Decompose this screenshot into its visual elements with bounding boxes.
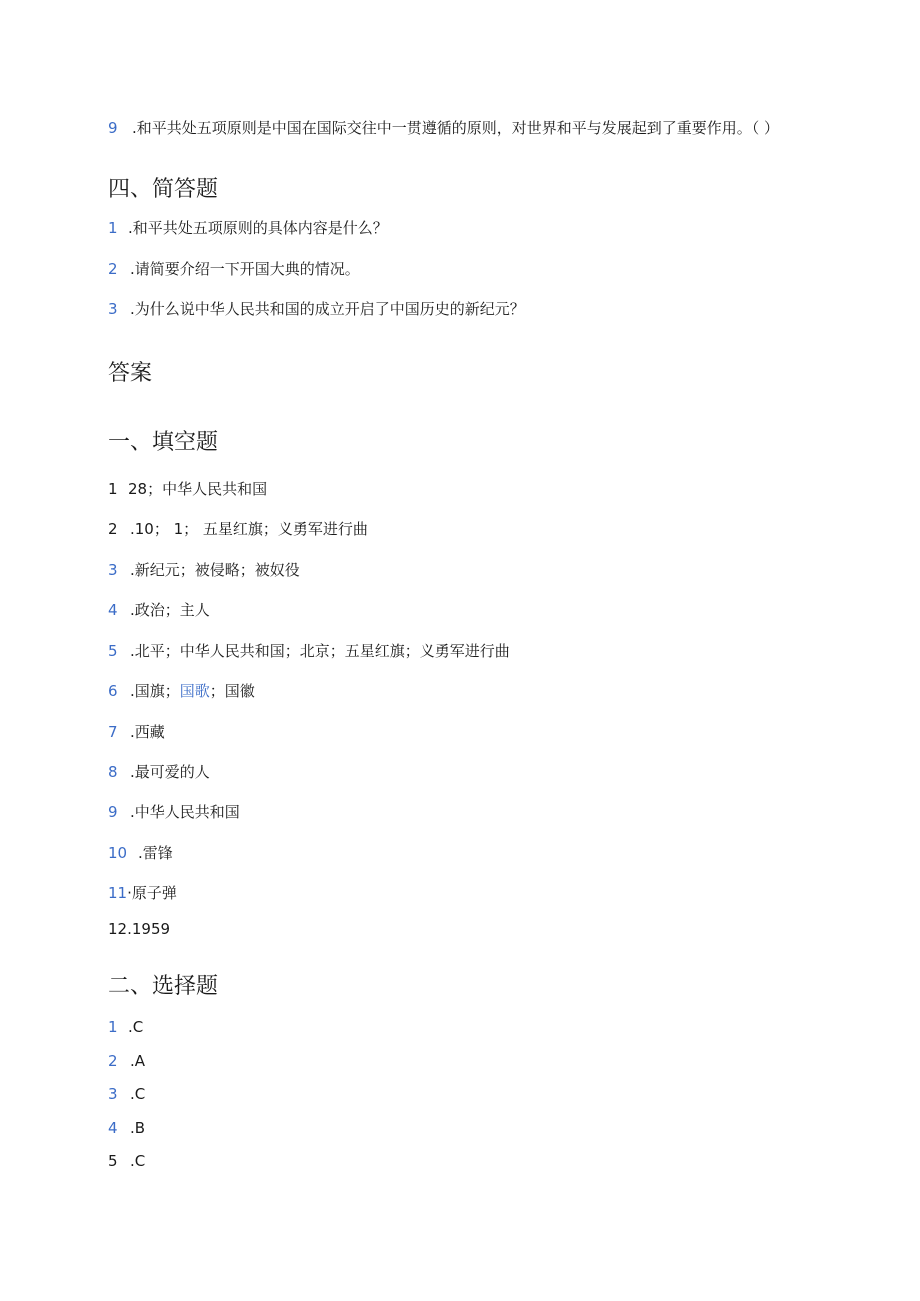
- fill-answer-item: [108, 641, 510, 661]
- item-text: .1959: [127, 920, 171, 938]
- item-text: .和平共处五项原则是中国在国际交往中一贯遵循的原则，对世界和平与发展起到了重要作用。（ ）: [132, 119, 780, 137]
- item-text: .雷锋: [138, 844, 173, 862]
- item-text-part: .国旗；: [130, 682, 180, 700]
- item-number: 3: [108, 561, 118, 579]
- item-number: 10: [108, 844, 128, 862]
- item-text: .新纪元；被侵略；被奴役: [130, 561, 300, 579]
- short-answer-item: [108, 299, 525, 319]
- item-text: .为什么说中华人民共和国的成立开启了中国历史的新纪元？: [130, 300, 525, 318]
- item-text-part: ；国徽: [209, 682, 255, 700]
- item-text: .C: [128, 1018, 144, 1036]
- fill-answer-item: [108, 681, 255, 701]
- fill-answer-item: [108, 762, 210, 782]
- item-number: 1: [108, 219, 118, 237]
- choice-answer-item: [108, 1151, 145, 1171]
- item-number: 12: [108, 920, 128, 938]
- section-heading-fill: 一、填空题: [108, 430, 219, 455]
- item-number: 3: [108, 1085, 118, 1103]
- item-number: 1: [108, 1018, 118, 1036]
- fill-answer-item: [108, 479, 267, 499]
- item-text: .10； 1； 五星红旗；义勇军进行曲: [130, 520, 368, 538]
- fill-answer-item: [108, 519, 368, 539]
- short-answer-item: [108, 218, 388, 238]
- item-number: 11: [108, 884, 128, 902]
- item-number: 3: [108, 300, 118, 318]
- item-text-part: 国歌: [179, 682, 210, 700]
- item-number: 2: [108, 260, 118, 278]
- item-text: ·原子弹: [127, 884, 177, 902]
- item-number: 2: [108, 520, 118, 538]
- item-text: 28；中华人民共和国: [128, 480, 268, 498]
- item-text: .和平共处五项原则的具体内容是什么？: [128, 219, 388, 237]
- item-number: 4: [108, 601, 118, 619]
- item-number: 8: [108, 763, 118, 781]
- item-text: .政治；主人: [130, 601, 210, 619]
- fill-answer-item: [108, 919, 170, 939]
- item-text: .请简要介绍一下开国大典的情况。: [130, 260, 360, 278]
- item-text: .C: [130, 1152, 146, 1170]
- section-heading-choice: 二、选择题: [108, 974, 219, 999]
- judge-item-9: [108, 118, 779, 138]
- fill-answer-item: [108, 560, 300, 580]
- section-heading-short-answer: 四、简答题: [108, 177, 219, 202]
- item-text: .西藏: [130, 723, 165, 741]
- item-text: .北平；中华人民共和国；北京；五星红旗；义勇军进行曲: [130, 642, 510, 660]
- choice-answer-item: [108, 1118, 145, 1138]
- item-text: .最可爱的人: [130, 763, 210, 781]
- short-answer-item: [108, 259, 360, 279]
- item-number: 6: [108, 682, 118, 700]
- choice-answer-item: [108, 1084, 145, 1104]
- fill-answer-item: [108, 802, 240, 822]
- item-text: .C: [130, 1085, 146, 1103]
- item-text: .中华人民共和国: [130, 803, 240, 821]
- item-number: 9: [108, 119, 118, 137]
- choice-answer-item: [108, 1051, 145, 1071]
- item-text: .B: [130, 1119, 146, 1137]
- fill-answer-item: [108, 843, 173, 863]
- item-number: 4: [108, 1119, 118, 1137]
- fill-answer-item: [108, 722, 165, 742]
- item-number: 1: [108, 480, 118, 498]
- choice-answer-item: [108, 1017, 143, 1037]
- item-text: .A: [130, 1052, 146, 1070]
- fill-answer-item: [108, 600, 210, 620]
- answers-title: 答案: [108, 361, 153, 386]
- item-number: 9: [108, 803, 118, 821]
- item-number: 5: [108, 642, 118, 660]
- fill-answer-item: [108, 883, 177, 903]
- item-number: 5: [108, 1152, 118, 1170]
- item-number: 7: [108, 723, 118, 741]
- item-number: 2: [108, 1052, 118, 1070]
